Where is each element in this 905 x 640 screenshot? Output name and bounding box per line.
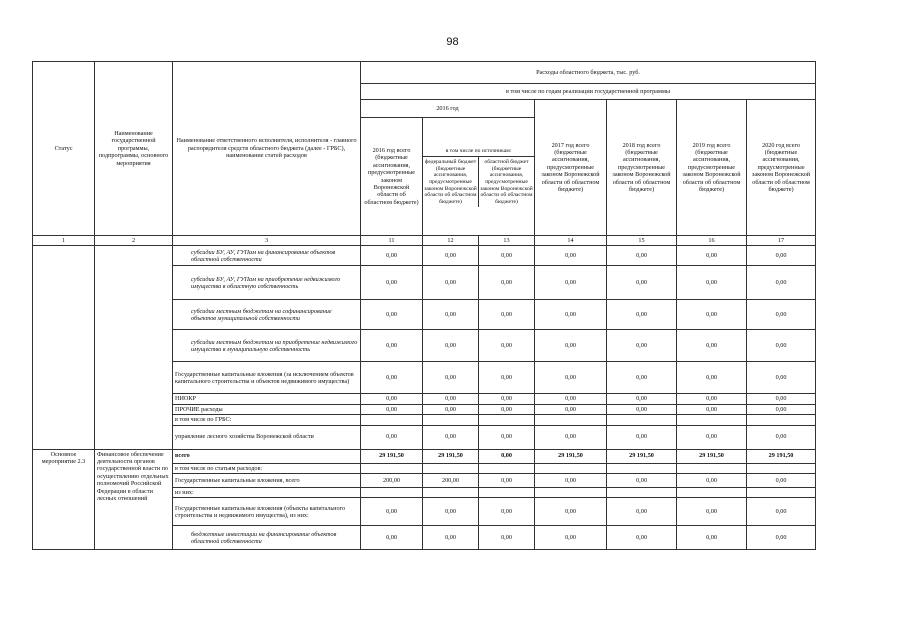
row-value xyxy=(747,463,816,473)
header-federal: федеральный бюджет (бюджетные ассигнования, предусмотренные законом Воронежской области об областном бюджете) xyxy=(423,157,479,207)
row-value: 0,00 xyxy=(607,404,677,414)
row-value: 0,00 xyxy=(361,266,423,300)
row-value: 0,00 xyxy=(747,425,816,449)
header-2017: 2017 год всего (бюджетные ассигнования, предусмотренные законом Воронежской области об областном бюджете) xyxy=(535,100,607,236)
header-executor: Наименование ответственного исполнителя, исполнителя - главного распорядителя средств областного бюджета (далее - ГРБС), наименование статей расходов xyxy=(173,62,361,236)
row-value xyxy=(361,415,423,425)
row-value: 0,00 xyxy=(423,330,479,362)
header-2019: 2019 год всего (бюджетные ассигнования, предусмотренные законом Воронежской области об областном бюджете) xyxy=(677,100,747,236)
table-row xyxy=(33,246,816,266)
table-row xyxy=(33,449,816,463)
row-value: 0,00 xyxy=(535,498,607,526)
table-body xyxy=(33,246,816,550)
row-value xyxy=(479,488,535,498)
empty-name-cell xyxy=(95,246,173,449)
row-value: 0,00 xyxy=(479,425,535,449)
page-number: 98 xyxy=(446,36,459,48)
column-number: 11 xyxy=(361,236,423,246)
row-value: 0,00 xyxy=(607,394,677,404)
row-value: 0,00 xyxy=(479,330,535,362)
row-label: в том числе по ГРБС: xyxy=(173,415,361,425)
row-value: 0,00 xyxy=(535,394,607,404)
row-value: 0,00 xyxy=(423,362,479,394)
row-label: всего xyxy=(173,449,361,463)
row-label: управление лесного хозяйства Воронежской области xyxy=(173,425,361,449)
row-value: 0,00 xyxy=(479,300,535,330)
header-status: Статус xyxy=(33,62,95,236)
row-value xyxy=(747,415,816,425)
row-value: 0,00 xyxy=(747,474,816,488)
row-value: 0,00 xyxy=(479,474,535,488)
header-2016-total: 2016 год всего (бюджетные ассигнования, предусмотренные законом Воронежской области об областном бюджете) xyxy=(361,118,423,236)
row-value: 0,00 xyxy=(361,300,423,330)
header-program-name: Наименование государственной программы, подпрограммы, основного мероприятия xyxy=(95,62,173,236)
row-value: 29 191,50 xyxy=(677,449,747,463)
row-value: 0,00 xyxy=(607,474,677,488)
row-value: 0,00 xyxy=(535,330,607,362)
row-value: 0,00 xyxy=(607,498,677,526)
row-value: 0,00 xyxy=(423,266,479,300)
row-value: 29 191,50 xyxy=(535,449,607,463)
row-value: 0,00 xyxy=(535,526,607,550)
row-value: 0,00 xyxy=(361,404,423,414)
row-value: 29 191,50 xyxy=(607,449,677,463)
header-expenses: Расходы областного бюджета, тыс. руб. xyxy=(361,62,816,84)
row-value: 0,00 xyxy=(607,526,677,550)
row-value xyxy=(423,488,479,498)
row-value: 0,00 xyxy=(535,474,607,488)
row-value: 0,00 xyxy=(479,246,535,266)
row-label: в том числе по статьям расходов: xyxy=(173,463,361,473)
column-number: 13 xyxy=(479,236,535,246)
row-label: субсидии местным бюджетам на приобретение недвижимого имущества в муниципальную собственность xyxy=(173,330,361,362)
budget-table xyxy=(32,61,816,550)
row-value: 0,00 xyxy=(607,425,677,449)
main-event-status: Основное мероприятие 2.3 xyxy=(33,449,95,550)
row-label: бюджетные инвестиции на финансирование объектов областной собственности xyxy=(173,526,361,550)
row-value: 0,00 xyxy=(747,394,816,404)
row-label: ПРОЧИЕ расходы xyxy=(173,404,361,414)
column-number: 17 xyxy=(747,236,816,246)
row-value: 0,00 xyxy=(677,474,747,488)
header-2018: 2018 год всего (бюджетные ассигнования, предусмотренные законом Воронежской области об областном бюджете) xyxy=(607,100,677,236)
row-value: 0,00 xyxy=(677,266,747,300)
row-value: 0,00 xyxy=(423,425,479,449)
header-2020: 2020 год всего (бюджетные ассигнования, предусмотренные законом Воронежской области об областном бюджете) xyxy=(747,100,816,236)
row-value: 0,00 xyxy=(535,300,607,330)
row-value xyxy=(423,463,479,473)
row-value: 0,00 xyxy=(747,246,816,266)
row-value: 0,00 xyxy=(677,362,747,394)
row-value: 0,00 xyxy=(677,330,747,362)
row-value: 0,00 xyxy=(361,394,423,404)
row-value: 0,00 xyxy=(607,362,677,394)
row-value: 0,00 xyxy=(423,404,479,414)
row-value: 0,00 xyxy=(361,362,423,394)
row-value: 0,00 xyxy=(479,404,535,414)
row-value: 29 191,50 xyxy=(423,449,479,463)
row-value: 0,00 xyxy=(479,449,535,463)
column-number: 2 xyxy=(95,236,173,246)
row-value: 29 191,50 xyxy=(747,449,816,463)
row-value: 0,00 xyxy=(677,300,747,330)
column-number: 1 xyxy=(33,236,95,246)
row-value xyxy=(607,488,677,498)
row-value: 0,00 xyxy=(423,300,479,330)
row-value: 0,00 xyxy=(677,526,747,550)
row-value: 0,00 xyxy=(747,498,816,526)
row-value xyxy=(535,488,607,498)
row-value: 0,00 xyxy=(607,246,677,266)
row-value: 0,00 xyxy=(423,246,479,266)
row-value xyxy=(607,415,677,425)
header-year-2016: 2016 год xyxy=(361,100,535,118)
row-value: 0,00 xyxy=(479,498,535,526)
row-value: 0,00 xyxy=(677,394,747,404)
row-value xyxy=(677,415,747,425)
row-value xyxy=(423,415,479,425)
column-number: 14 xyxy=(535,236,607,246)
row-value: 0,00 xyxy=(479,394,535,404)
row-value xyxy=(677,463,747,473)
row-value: 0,00 xyxy=(361,330,423,362)
row-value xyxy=(535,463,607,473)
row-value: 0,00 xyxy=(677,404,747,414)
row-label: субсидии местным бюджетам на софинансирование объектов муниципальной собственности xyxy=(173,300,361,330)
row-value xyxy=(747,488,816,498)
column-numbers-row xyxy=(33,236,816,246)
column-number: 15 xyxy=(607,236,677,246)
row-value xyxy=(535,415,607,425)
row-value: 0,00 xyxy=(535,425,607,449)
row-value: 0,00 xyxy=(535,266,607,300)
row-value: 0,00 xyxy=(747,362,816,394)
row-value: 0,00 xyxy=(479,266,535,300)
row-value: 0,00 xyxy=(677,246,747,266)
row-value: 0,00 xyxy=(607,300,677,330)
row-value xyxy=(677,488,747,498)
row-value: 0,00 xyxy=(607,266,677,300)
row-value: 0,00 xyxy=(747,404,816,414)
row-value: 200,00 xyxy=(423,474,479,488)
row-value: 0,00 xyxy=(361,246,423,266)
row-value: 0,00 xyxy=(361,526,423,550)
row-label: субсидии БУ, АУ, ГУПам на финансирование объектов областной собственности xyxy=(173,246,361,266)
row-label: Государственные капитальные вложения (за исключением объектов капитального строительства и объектов недвижимого имущества) xyxy=(173,362,361,394)
row-value: 0,00 xyxy=(423,526,479,550)
header-by-years: в том числе по годам реализации государственной программы xyxy=(361,84,816,100)
row-value: 29 191,50 xyxy=(361,449,423,463)
row-value: 0,00 xyxy=(423,394,479,404)
row-label: из них: xyxy=(173,488,361,498)
row-label: Государственные капитальные вложения (объекты капитального строительства и недвижимого имущества), из них: xyxy=(173,498,361,526)
row-value: 0,00 xyxy=(535,246,607,266)
row-value: 0,00 xyxy=(361,498,423,526)
row-value xyxy=(361,488,423,498)
row-value: 200,00 xyxy=(361,474,423,488)
column-number: 3 xyxy=(173,236,361,246)
row-value: 0,00 xyxy=(535,404,607,414)
row-label: субсидии БУ, АУ, ГУПам на приобретение недвижимого имущества в областную собственность xyxy=(173,266,361,300)
row-value: 0,00 xyxy=(479,526,535,550)
row-label: НИОКР xyxy=(173,394,361,404)
header-regional: областной бюджет (бюджетные ассигнования, предусмотренные законом Воронежской области об областном бюджете) xyxy=(480,159,533,205)
row-value xyxy=(479,463,535,473)
row-value xyxy=(361,463,423,473)
row-value: 0,00 xyxy=(747,526,816,550)
column-number: 12 xyxy=(423,236,479,246)
header-by-sources: в том числе по источникам: xyxy=(423,146,534,158)
row-value: 0,00 xyxy=(361,425,423,449)
header-sources-block xyxy=(423,118,535,236)
row-value: 0,00 xyxy=(747,330,816,362)
column-number: 16 xyxy=(677,236,747,246)
row-label: Государственные капитальные вложения, всего xyxy=(173,474,361,488)
row-value xyxy=(607,463,677,473)
empty-status-cell xyxy=(33,246,95,449)
row-value: 0,00 xyxy=(747,300,816,330)
main-event-name: Финансовое обеспечение деятельности органов государственной власти по осуществлению отдельных полномочий Российской Федерации в области лесных отношений xyxy=(95,449,173,550)
row-value: 0,00 xyxy=(423,498,479,526)
row-value: 0,00 xyxy=(479,362,535,394)
row-value: 0,00 xyxy=(677,425,747,449)
row-value: 0,00 xyxy=(607,330,677,362)
row-value: 0,00 xyxy=(677,498,747,526)
row-value xyxy=(479,415,535,425)
row-value: 0,00 xyxy=(747,266,816,300)
row-value: 0,00 xyxy=(535,362,607,394)
